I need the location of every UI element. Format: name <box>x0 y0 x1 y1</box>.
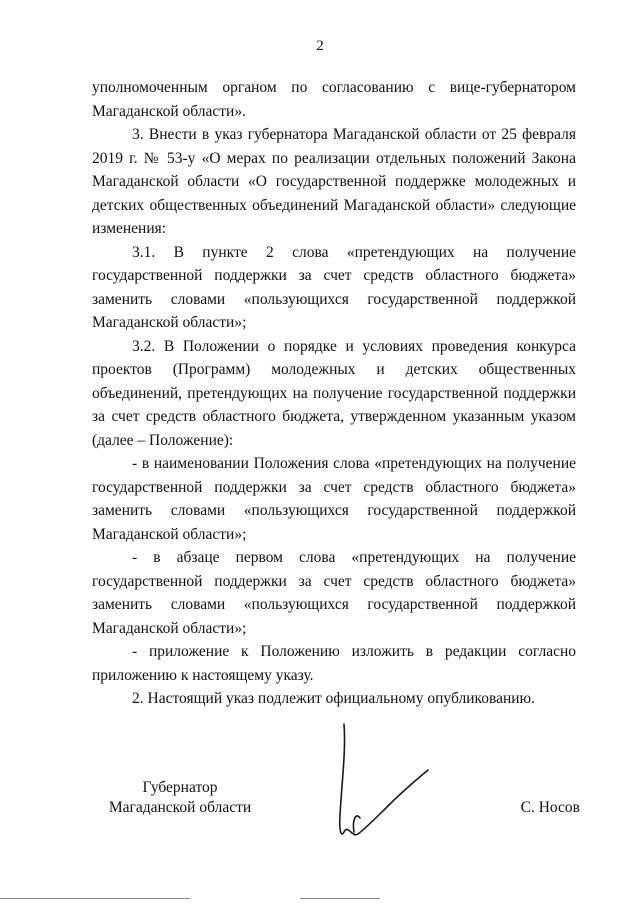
paragraph: уполномоченным органом по согласованию с вице-губернатором Магаданской области». <box>92 79 576 120</box>
paragraph: - в наименовании Положения слова «претендующих на получение государственной поддержки за счет средств областного бюджета» заменить словами «пользующихся государственной поддержкой Магаданской области»; <box>92 455 576 543</box>
page-number: 2 <box>316 38 324 54</box>
document-body <box>92 76 576 711</box>
paragraph: 3. Внести в указ губернатора Магаданской области от 25 февраля 2019 г. № 53-у «О мерах по реализации отдельных положений Закона Магаданской области «О государственной поддержке молодежных и детских общественных объединений Магаданской области» следующие изменения: <box>92 126 576 237</box>
paragraph: 2. Настоящий указ подлежит официальному опубликованию. <box>132 690 536 707</box>
signatory-title-line: Губернатор <box>142 779 218 796</box>
signatory-name: С. Носов <box>520 799 580 816</box>
paragraph: - в абзаце первом слова «претендующих на получение государственной поддержки за счет средств областного бюджета» заменить словами «пользующихся государственной поддержкой Магаданской области»; <box>92 549 576 637</box>
bottom-rule <box>0 898 190 899</box>
bottom-rule <box>300 898 380 899</box>
signatory-title <box>100 778 260 818</box>
paragraph: 3.1. В пункте 2 слова «претендующих на получение государственной поддержки за счет средств областного бюджета» заменить словами «пользующихся государственной поддержкой Магаданской области»; <box>92 243 576 331</box>
handwritten-signature <box>330 720 440 850</box>
signatory-title-line: Магаданской области <box>108 799 252 816</box>
paragraph: - приложение к Положению изложить в редакции согласно приложению к настоящему указу. <box>92 643 576 684</box>
paragraph: 3.2. В Положении о порядке и условиях проведения конкурса проектов (Программ) молодежных и детских общественных объединений, претендующих на получение государственной поддержки за счет средств областного бюджета, утвержденном указанным указом (далее – Положение): <box>92 337 576 449</box>
